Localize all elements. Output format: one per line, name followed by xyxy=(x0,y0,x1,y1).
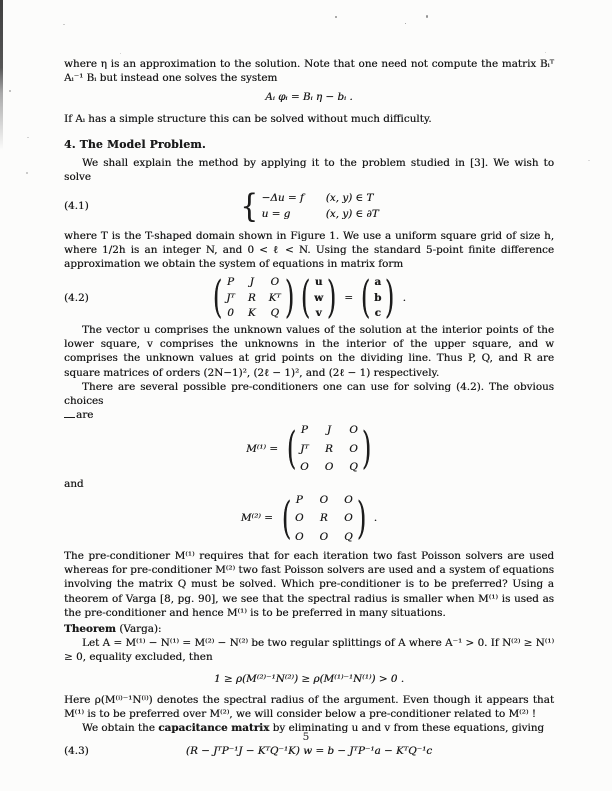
connector-and: and xyxy=(64,478,84,491)
equation-label: (4.2) xyxy=(64,291,89,304)
matrix-grid xyxy=(223,275,284,320)
matrix-cell: O xyxy=(344,512,353,525)
equation-lhs: M⁽²⁾ = xyxy=(240,512,273,525)
matrix-cell: O xyxy=(295,512,304,525)
page-number: 5 xyxy=(302,731,310,743)
matrix-cell: P xyxy=(227,276,235,289)
paragraph-preconditioners: There are several possible pre-conditioners one can use for solving (4.2). The obvious choices xyxy=(64,380,554,408)
matrix-cell: O xyxy=(344,494,353,507)
equation-period: . xyxy=(402,291,406,304)
case-equation: u = g xyxy=(261,207,291,220)
vector-cell: c xyxy=(374,306,381,319)
matrix-cell: R xyxy=(319,512,328,525)
section-heading: 4. The Model Problem. xyxy=(64,137,206,151)
matrix-cell: Jᵀ xyxy=(226,291,235,304)
matrix-cell: O xyxy=(295,530,304,543)
m2-matrix xyxy=(281,493,367,544)
scan-edge-artifact xyxy=(0,0,3,150)
scan-speck xyxy=(27,137,29,138)
scan-speck xyxy=(545,52,546,53)
vector-cell: u xyxy=(314,276,323,289)
equals-sign: = xyxy=(344,291,353,304)
scan-speck xyxy=(405,23,406,24)
text-run: are xyxy=(76,409,94,422)
equation-text: (R − JᵀP⁻¹J − KᵀQ⁻¹K) w = b − JᵀP⁻¹a − KᵀQ⁻¹c xyxy=(185,745,433,758)
matrix-cell: Q xyxy=(344,530,353,543)
matrix-cell: J xyxy=(249,276,254,289)
paragraph-t-shaped-domain: where T is the T-shaped domain shown in Figure 1. We use a uniform square grid of size h, where 1/2h is an integer N, and 0 < ℓ < N. Using the standard 5-point finite difference approximation we obtain the system of equations in matrix form xyxy=(64,229,554,271)
left-brace: { xyxy=(240,186,259,225)
paragraph-we-shall-explain: We shall explain the method by applying it to the problem studied in [3]. We wish to solve xyxy=(64,157,554,184)
matrix-cell: O xyxy=(324,460,334,473)
right-paren: ) xyxy=(326,272,337,324)
matrix-cell: O xyxy=(319,494,329,507)
equation-text: 1 ≥ ρ(M⁽²⁾⁻¹N⁽²⁾) ≥ ρ(M⁽¹⁾⁻¹N⁽¹⁾) > 0 . xyxy=(213,672,405,685)
right-paren: ) xyxy=(356,492,366,544)
vector-cell: v xyxy=(315,306,322,319)
left-paren: ( xyxy=(300,272,311,324)
paragraph-approximation: where η is an approximation to the solution. Note that one need not compute the matrix Bᵢᵀ Aᵢ⁻¹ Bᵢ but instead one solves the system xyxy=(64,58,554,85)
page-body xyxy=(64,57,554,759)
scan-artifact xyxy=(64,408,75,418)
display-equation-4-2 xyxy=(64,272,554,324)
theorem-heading xyxy=(64,622,554,636)
unknown-vector xyxy=(300,272,337,324)
scan-speck xyxy=(426,15,428,18)
equation-label: (4.3) xyxy=(64,745,89,758)
text-run: We obtain the xyxy=(82,722,159,735)
theorem-word: Theorem xyxy=(64,622,116,635)
display-equation-m2 xyxy=(64,493,554,544)
text-run: by eliminating u and v from these equations, giving xyxy=(269,722,545,735)
case-condition: (x, y) ∈ ∂T xyxy=(325,207,379,220)
scan-speck xyxy=(588,160,590,161)
left-paren: ( xyxy=(212,272,223,324)
matrix-cell: Q xyxy=(349,460,358,473)
equation-label: (4.1) xyxy=(64,200,89,213)
vector-cell: b xyxy=(374,291,382,304)
vector-grid xyxy=(311,275,326,320)
capacitance-matrix-term: capacitance matrix xyxy=(158,722,270,735)
right-paren: ) xyxy=(385,272,395,324)
right-paren: ) xyxy=(284,272,295,324)
rhs-vector xyxy=(360,272,396,324)
matrix-grid xyxy=(297,423,361,474)
case-equation: −Δu = f xyxy=(261,192,304,205)
scan-speck xyxy=(63,24,65,25)
matrix-cell: J xyxy=(326,424,332,437)
paragraph-spectral-radius: Here ρ(M⁽ⁱ⁾⁻¹N⁽ⁱ⁾) denotes the spectral radius of the argument. Even though it appears that M⁽¹⁾ is to be preferred over M⁽²⁾, we will consider below a pre-conditioner related to M⁽²⁾ ! xyxy=(64,693,554,720)
matrix-cell: Jᵀ xyxy=(300,442,309,455)
display-equation-system xyxy=(64,90,554,104)
matrix-cell: O xyxy=(319,530,329,543)
display-equation-m1 xyxy=(64,423,554,474)
left-paren: ( xyxy=(360,272,371,324)
cases-block xyxy=(262,191,379,220)
m1-matrix xyxy=(286,423,372,474)
matrix-cell: R xyxy=(247,291,256,304)
display-equation-4-1 xyxy=(64,186,554,225)
scan-speck xyxy=(9,90,11,92)
paragraph-simple-structure: If Aᵢ has a simple structure this can be solved without much difficulty. xyxy=(64,112,432,125)
equation-text: Aᵢ φᵢ = Bᵢ η − bᵢ . xyxy=(265,91,353,104)
vector-cell: a xyxy=(374,276,382,289)
matrix-cell: K xyxy=(247,306,256,319)
vector-grid xyxy=(371,275,384,320)
paragraph-vector-u: The vector u comprises the unknown values of the solution at the interior points of the lower square, v comprises the unknowns in the interior of the upper square, and w comprises the unknown values at grid points on the dividing line. Thus P, Q, and R are square matrices of orders (2N−1)², (2ℓ − 1)², and (2ℓ − 1) respectively. xyxy=(64,324,554,379)
scan-speck xyxy=(26,172,28,174)
matrix-cell: P xyxy=(295,494,303,507)
theorem-attribution: (Varga): xyxy=(115,622,162,635)
matrix-cell: O xyxy=(349,442,358,455)
case-condition: (x, y) ∈ T xyxy=(325,192,374,205)
equation-period: . xyxy=(373,512,378,525)
matrix-cell: O xyxy=(300,460,309,473)
matrix-cell: R xyxy=(325,442,333,455)
matrix-cell: Kᵀ xyxy=(268,291,281,304)
equation-lhs: M⁽¹⁾ = xyxy=(246,442,278,455)
vector-cell: w xyxy=(314,291,324,304)
scan-speck xyxy=(120,53,121,54)
paragraph-theorem-statement: Let A = M⁽¹⁾ − N⁽¹⁾ = M⁽²⁾ − N⁽²⁾ be two regular splittings of A where A⁻¹ > 0. If N⁽²⁾ ≥ N⁽¹⁾ ≥ 0, equality excluded, then xyxy=(64,637,554,664)
matrix-cell: O xyxy=(349,424,358,437)
paragraph-preconditioner-comparison: The pre-conditioner M⁽¹⁾ requires that for each iteration two fast Poisson solvers are used whereas for pre-conditioner M⁽²⁾ two fast Poisson solvers are used and a system of equations involving the matrix Q must be solved. Which pre-conditioner is to be preferred? Using a theorem of Varga [8, pg. 90], we see that the spectral radius is smaller when M⁽¹⁾ is used as the pre-conditioner and hence M⁽¹⁾ is to be preferred in many situations. xyxy=(64,549,554,619)
matrix-grid xyxy=(292,493,356,544)
matrix-cell: Q xyxy=(270,306,279,319)
right-paren: ) xyxy=(361,423,372,475)
paragraph-preconditioners-cont xyxy=(64,408,554,422)
display-equation-spectral-radius xyxy=(64,672,554,686)
left-paren: ( xyxy=(281,492,292,544)
coefficient-matrix xyxy=(212,272,295,324)
display-equation-4-3 xyxy=(64,744,554,758)
scan-speck xyxy=(335,16,337,18)
matrix-cell: O xyxy=(270,276,279,289)
matrix-cell: 0 xyxy=(227,306,234,319)
matrix-cell: P xyxy=(300,424,308,437)
left-paren: ( xyxy=(286,423,297,475)
